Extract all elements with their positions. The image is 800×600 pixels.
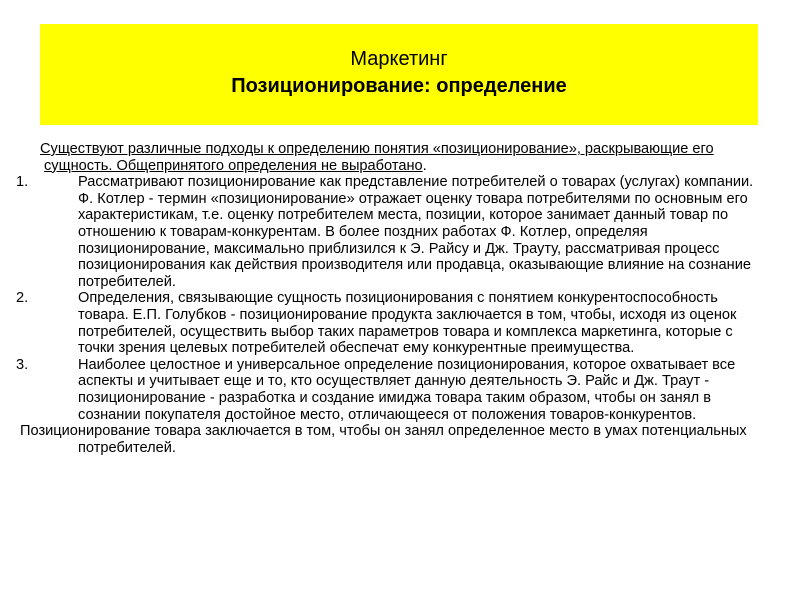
list-item-number: 2. <box>16 290 29 307</box>
definitions-list <box>16 174 756 423</box>
conclusion-paragraph: Позиционирование товара заключается в том, чтобы он занял определенное место в умах потенциальных потребителей. <box>20 423 747 456</box>
title-banner <box>40 24 758 125</box>
list-item <box>16 290 756 356</box>
intro-paragraph <box>16 141 756 174</box>
list-item-text: Наиболее целостное и универсальное определение позиционирования, которое охватывает все аспекты и учитывает еще и то, кто осуществляет данную деятельность Э. Райс и Дж. Траут - позиционирование - разработка и создание имиджа товара таким образом, чтобы он занял в сознании покупателя достойное место, отличающееся от положения товаров-конкурентов. <box>78 356 736 423</box>
list-item-number: 3. <box>16 356 29 373</box>
slide-title: Маркетинг <box>350 48 448 70</box>
list-item <box>16 357 756 423</box>
slide-subtitle: Позиционирование: определение <box>231 75 567 97</box>
list-item-text: Определения, связывающие сущность позиционирования с понятием конкурентоспособность товара. Е.П. Голубков - позиционирование продукта заключается в том, чтобы, исходя из оценок потребителей, осуществить выбор таких параметров товара и комплекса маркетинга, которые с точки зрения целевых потребителей обеспечат ему конкурентные преимущества. <box>78 290 737 357</box>
slide-body <box>16 141 756 456</box>
list-item <box>16 174 756 290</box>
list-item-text: Рассматривают позиционирование как представление потребителей о товарах (услугах) компании. Ф. Котлер - термин «позиционирование» отражает оценку товара потребителями по основным его характеристикам, т.е. оценку потребителем места, позиции, которое занимает данный товар по отношению к товарам-конкурентам. В более поздних работах Ф. Котлер, определяя позиционирование, максимально приблизился к Э. Райсу и Дж. Трауту, рассматривая процесс позиционирования как действия производителя или продавца, оказывающие влияние на сознание потребителей. <box>78 174 754 290</box>
intro-underlined-text: Существуют различные подходы к определению понятия «позиционирование», раскрывающие его сущность. Общепринятого определения не выработано <box>40 141 714 174</box>
list-item-number: 1. <box>16 174 29 191</box>
intro-tail: . <box>422 157 427 174</box>
